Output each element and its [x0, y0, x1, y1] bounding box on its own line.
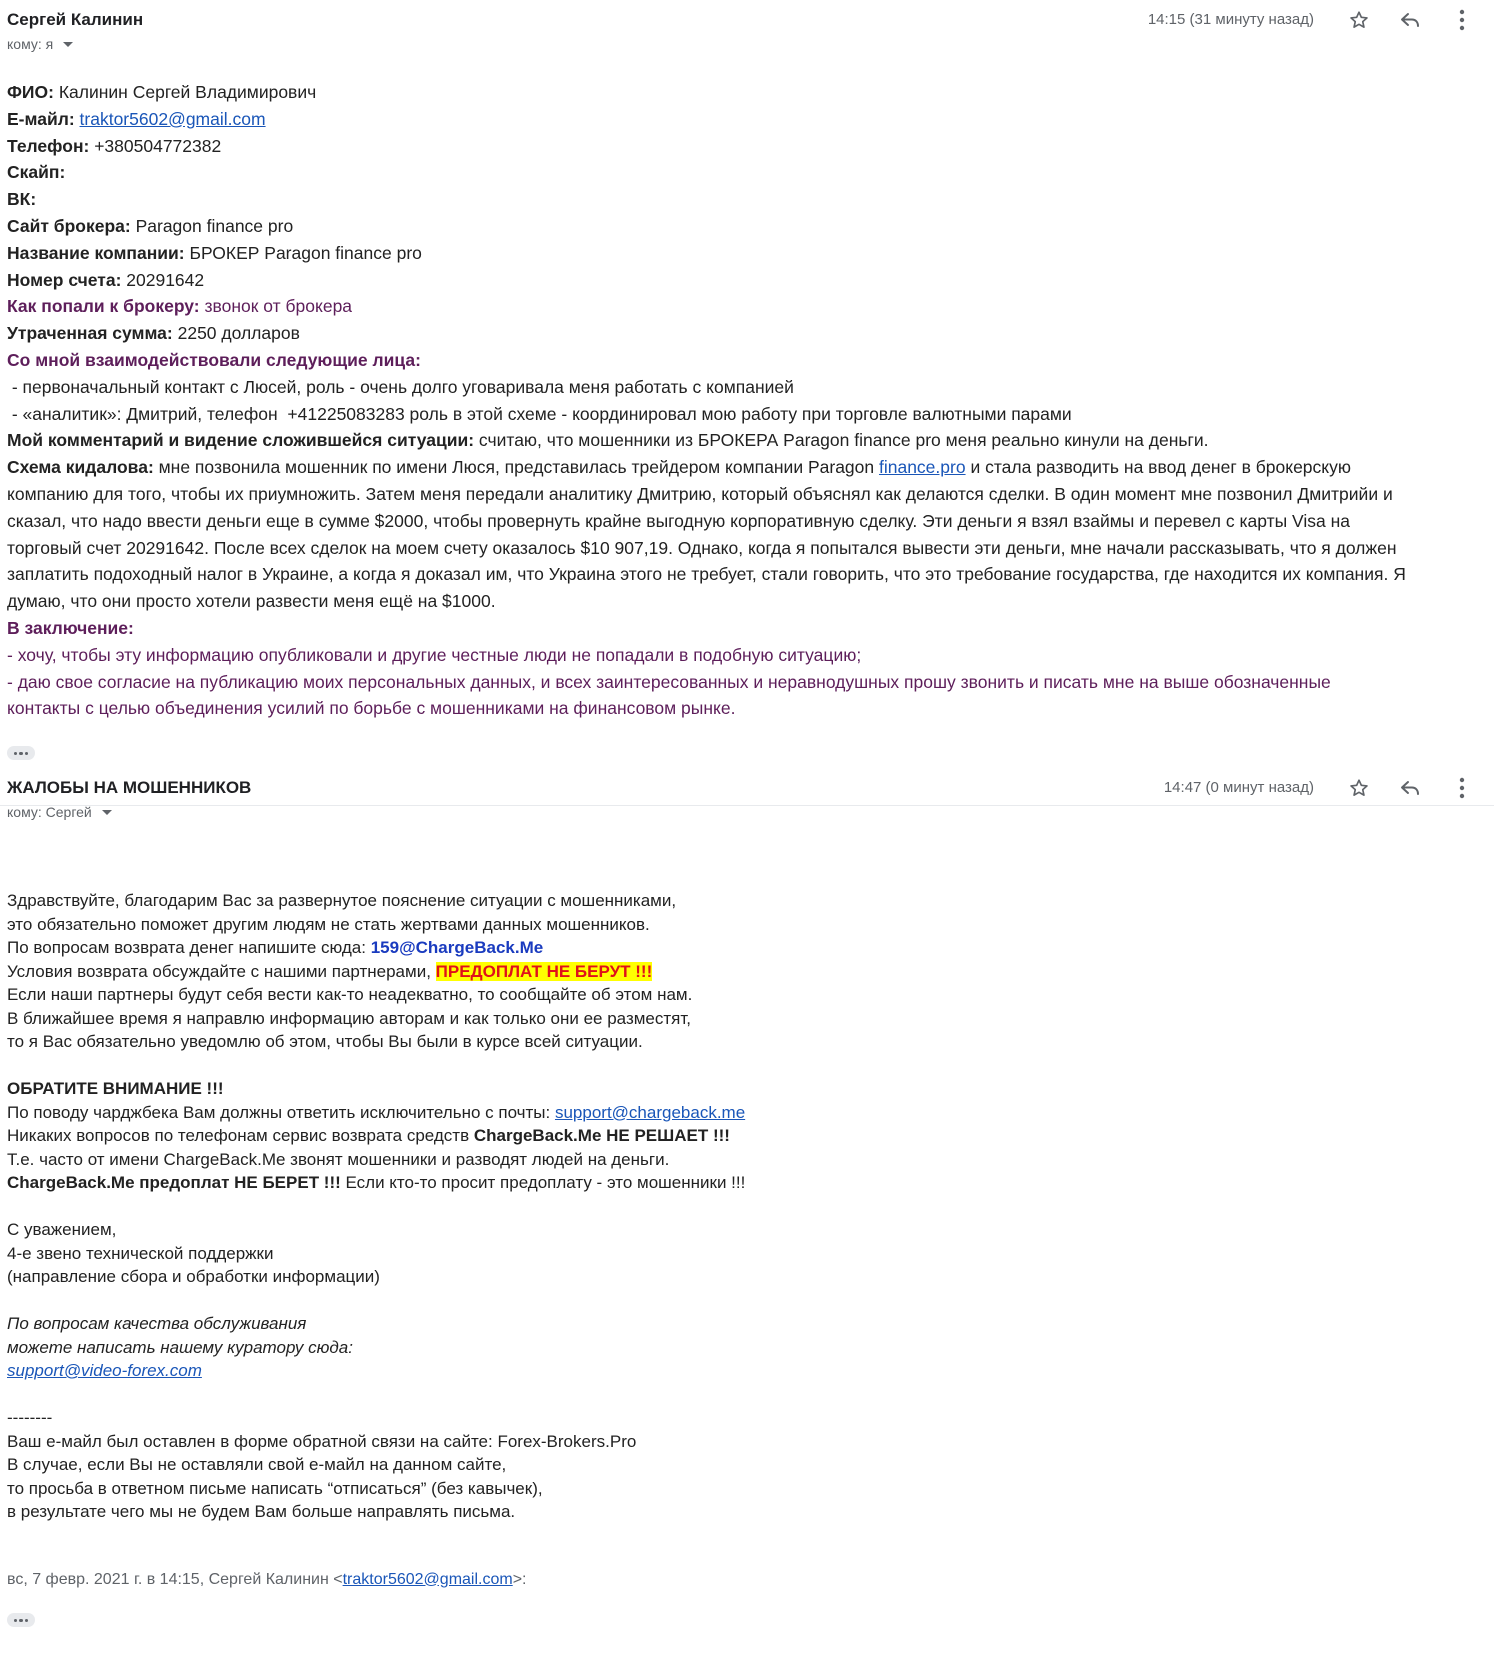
signature-line: (направление сбора и обработки информации)	[7, 1267, 380, 1286]
field-phone: Телефон: +380504772382	[7, 135, 222, 156]
field-vk: ВК:	[7, 189, 37, 210]
signature-line: 4-е звено технической поддержки	[7, 1243, 274, 1263]
person-2: - «аналитик»: Дмитрий, телефон +41225083283 роль в этой схеме - координировал мою работу при торговле валютными парами	[7, 403, 1072, 424]
message-2	[0, 778, 1480, 1671]
sender-name[interactable]: ЖАЛОБЫ НА МОШЕННИКОВ	[7, 778, 252, 797]
field-skype: Скайп:	[7, 162, 66, 183]
quality-line: можете написать нашему куратору сюда:	[7, 1337, 353, 1357]
quoted-header: вс, 7 февр. 2021 г. в 14:15, Сергей Калинин <traktor5602@gmail.com>:	[7, 1570, 527, 1588]
body-line: Т.е. часто от имени ChargeBack.Me звонят мошенники и разводят людей на деньги.	[7, 1149, 670, 1169]
conclusion-2: - даю свое согласие на публикацию моих персональных данных, и всех заинтересованных и неравнодушных прошу звонить и писать мне на выше обозначенные контакты с целью объединения усилий по борьбе с мошенниками на финансовом рынке.	[7, 671, 1331, 719]
field-account: Номер счета: 20291642	[7, 269, 205, 290]
message-body	[7, 79, 1407, 763]
signature-line: С уважением,	[7, 1220, 117, 1239]
recipient-dropdown[interactable]	[7, 36, 73, 52]
reply-button[interactable]	[1396, 774, 1424, 802]
footer-line: в результате чего мы не будем Вам больше направлять письма.	[7, 1502, 516, 1521]
body-line: Никаких вопросов по телефонам сервис возврата средств ChargeBack.Me НЕ РЕШАЕТ !!!	[7, 1126, 730, 1145]
quoted-email-link[interactable]: traktor5602@gmail.com	[342, 1570, 513, 1588]
message-time: 14:47 (0 минут назад)	[1163, 779, 1314, 796]
curator-email-link[interactable]: support@video-forex.com	[7, 1361, 202, 1380]
attention-heading: ОБРАТИТЕ ВНИМАНИЕ !!!	[7, 1079, 224, 1098]
caret-down-icon	[63, 42, 73, 47]
conclusion-1: - хочу, чтобы эту информацию опубликовали и другие честные люди не попадали в подобную ситуацию;	[7, 644, 862, 665]
body-line: По поводу чарджбека Вам должны ответить исключительно с почты: support@chargeback.me	[7, 1102, 746, 1122]
chargeback-email[interactable]: 159@ChargeBack.Me	[370, 938, 544, 957]
body-line: Если наши партнеры будут себя вести как-то неадекватно, то сообщайте об этом нам.	[7, 985, 693, 1004]
message-divider	[0, 805, 1494, 806]
quality-line: По вопросам качества обслуживания	[7, 1314, 307, 1333]
field-site: Сайт брокера: Paragon finance pro	[7, 215, 294, 236]
recipient-label: кому: Сергей	[7, 804, 92, 820]
body-line: В ближайшее время я направлю информацию авторам и как только они ее разместят,	[7, 1008, 692, 1028]
field-persons: Со мной взаимодействовали следующие лица:	[7, 349, 421, 370]
body-line: ChargeBack.Me предоплат НЕ БЕРЕТ !!! Если кто-то просит предоплату - это мошенники !!!	[7, 1173, 746, 1192]
star-icon	[1348, 9, 1370, 31]
footer-line: Ваш е-майл был оставлен в форме обратной связи на сайте: Forex-Brokers.Pro	[7, 1431, 637, 1451]
star-icon	[1348, 777, 1370, 799]
more-vert-icon	[1459, 777, 1465, 799]
field-fio: ФИО: Калинин Сергей Владимирович	[7, 82, 317, 102]
field-conclusion: В заключение:	[7, 617, 134, 638]
reply-body	[7, 889, 1307, 1629]
field-email: Е-майл: traktor5602@gmail.com	[7, 108, 266, 129]
body-line: Условия возврата обсуждайте с нашими партнерами, ПРЕДОПЛАТ НЕ БЕРУТ !!!	[7, 961, 653, 981]
more-vert-icon	[1459, 9, 1465, 31]
reply-icon	[1398, 776, 1422, 800]
footer-line: В случае, если Вы не оставляли свой е-майл на данном сайте,	[7, 1455, 507, 1474]
field-company: Название компании: БРОКЕР Paragon finance pro	[7, 242, 422, 263]
message-time: 14:15 (31 минуту назад)	[1147, 11, 1314, 28]
show-trimmed-button[interactable]	[7, 746, 35, 760]
caret-down-icon	[102, 810, 112, 815]
field-how: Как попали к брокеру: звонок от брокера	[7, 296, 353, 317]
separator-dashes: --------	[7, 1408, 53, 1427]
message-1	[0, 0, 1480, 800]
body-line: это обязательно поможет другим людям не стать жертвами данных мошенников.	[7, 914, 650, 934]
reply-icon	[1398, 8, 1422, 32]
field-scheme: Схема кидалова: мне позвонила мошенник по имени Люся, представилась трейдером компании Paragon finance.pro и стала разводить на ввод денег в брокерскую компанию для того, чтобы их приумножить. Затем меня передали аналитику Дмитрию, который объяснял как делаются сделки. В один момент мне позвонил Дмитрийи и сказал, что надо ввести деньги еще в сумме $2000, чтобы провернуть крайне выгодную корпоративную сделку. Эти деньги я взял взаймы и перевел с карты Visa на торговый счет 20291642. После всех сделок на моем счету оказалось $10 907,19. Однако, когда я попытался вывести эти деньги, мне начали рассказывать, что я должен заплатить подоходный налог в Украине, а когда я доказал им, что Украина этого не требует, стали говорить, что это требование государства, где находится их компания. Я думаю, что они просто хотели развести меня ещё на $1000.	[7, 457, 1406, 612]
show-quoted-button[interactable]	[7, 1613, 35, 1627]
field-lost: Утраченная сумма: 2250 долларов	[7, 323, 300, 344]
finance-pro-link[interactable]: finance.pro	[878, 457, 966, 478]
body-line: По вопросам возврата денег напишите сюда: 159@ChargeBack.Me	[7, 938, 544, 957]
body-line: Здравствуйте, благодарим Вас за развернутое пояснение ситуации с мошенниками,	[7, 891, 677, 910]
body-line: то я Вас обязательно уведомлю об этом, чтобы Вы были в курсе всей ситуации.	[7, 1032, 643, 1051]
recipient-label: кому: я	[7, 36, 54, 52]
star-button[interactable]	[1345, 6, 1373, 34]
recipient-dropdown[interactable]	[7, 804, 112, 820]
support-chargeback-link[interactable]: support@chargeback.me	[554, 1102, 746, 1122]
email-link[interactable]: traktor5602@gmail.com	[79, 108, 266, 129]
no-prepayment-highlight: ПРЕДОПЛАТ НЕ БЕРУТ !!!	[435, 961, 653, 981]
more-options-button[interactable]	[1448, 6, 1476, 34]
person-1: - первоначальный контакт с Люсей, роль - очень долго уговаривала меня работать с компанией	[7, 376, 794, 397]
more-options-button[interactable]	[1448, 774, 1476, 802]
sender-name[interactable]: Сергей Калинин	[7, 10, 144, 29]
field-comment: Мой комментарий и видение сложившейся ситуации: считаю, что мошенники из БРОКЕРА Paragon finance pro меня реально кинули на деньги.	[7, 430, 1209, 451]
star-button[interactable]	[1345, 774, 1373, 802]
reply-button[interactable]	[1396, 6, 1424, 34]
footer-line: то просьба в ответном письме написать “отписаться” (без кавычек),	[7, 1478, 543, 1498]
